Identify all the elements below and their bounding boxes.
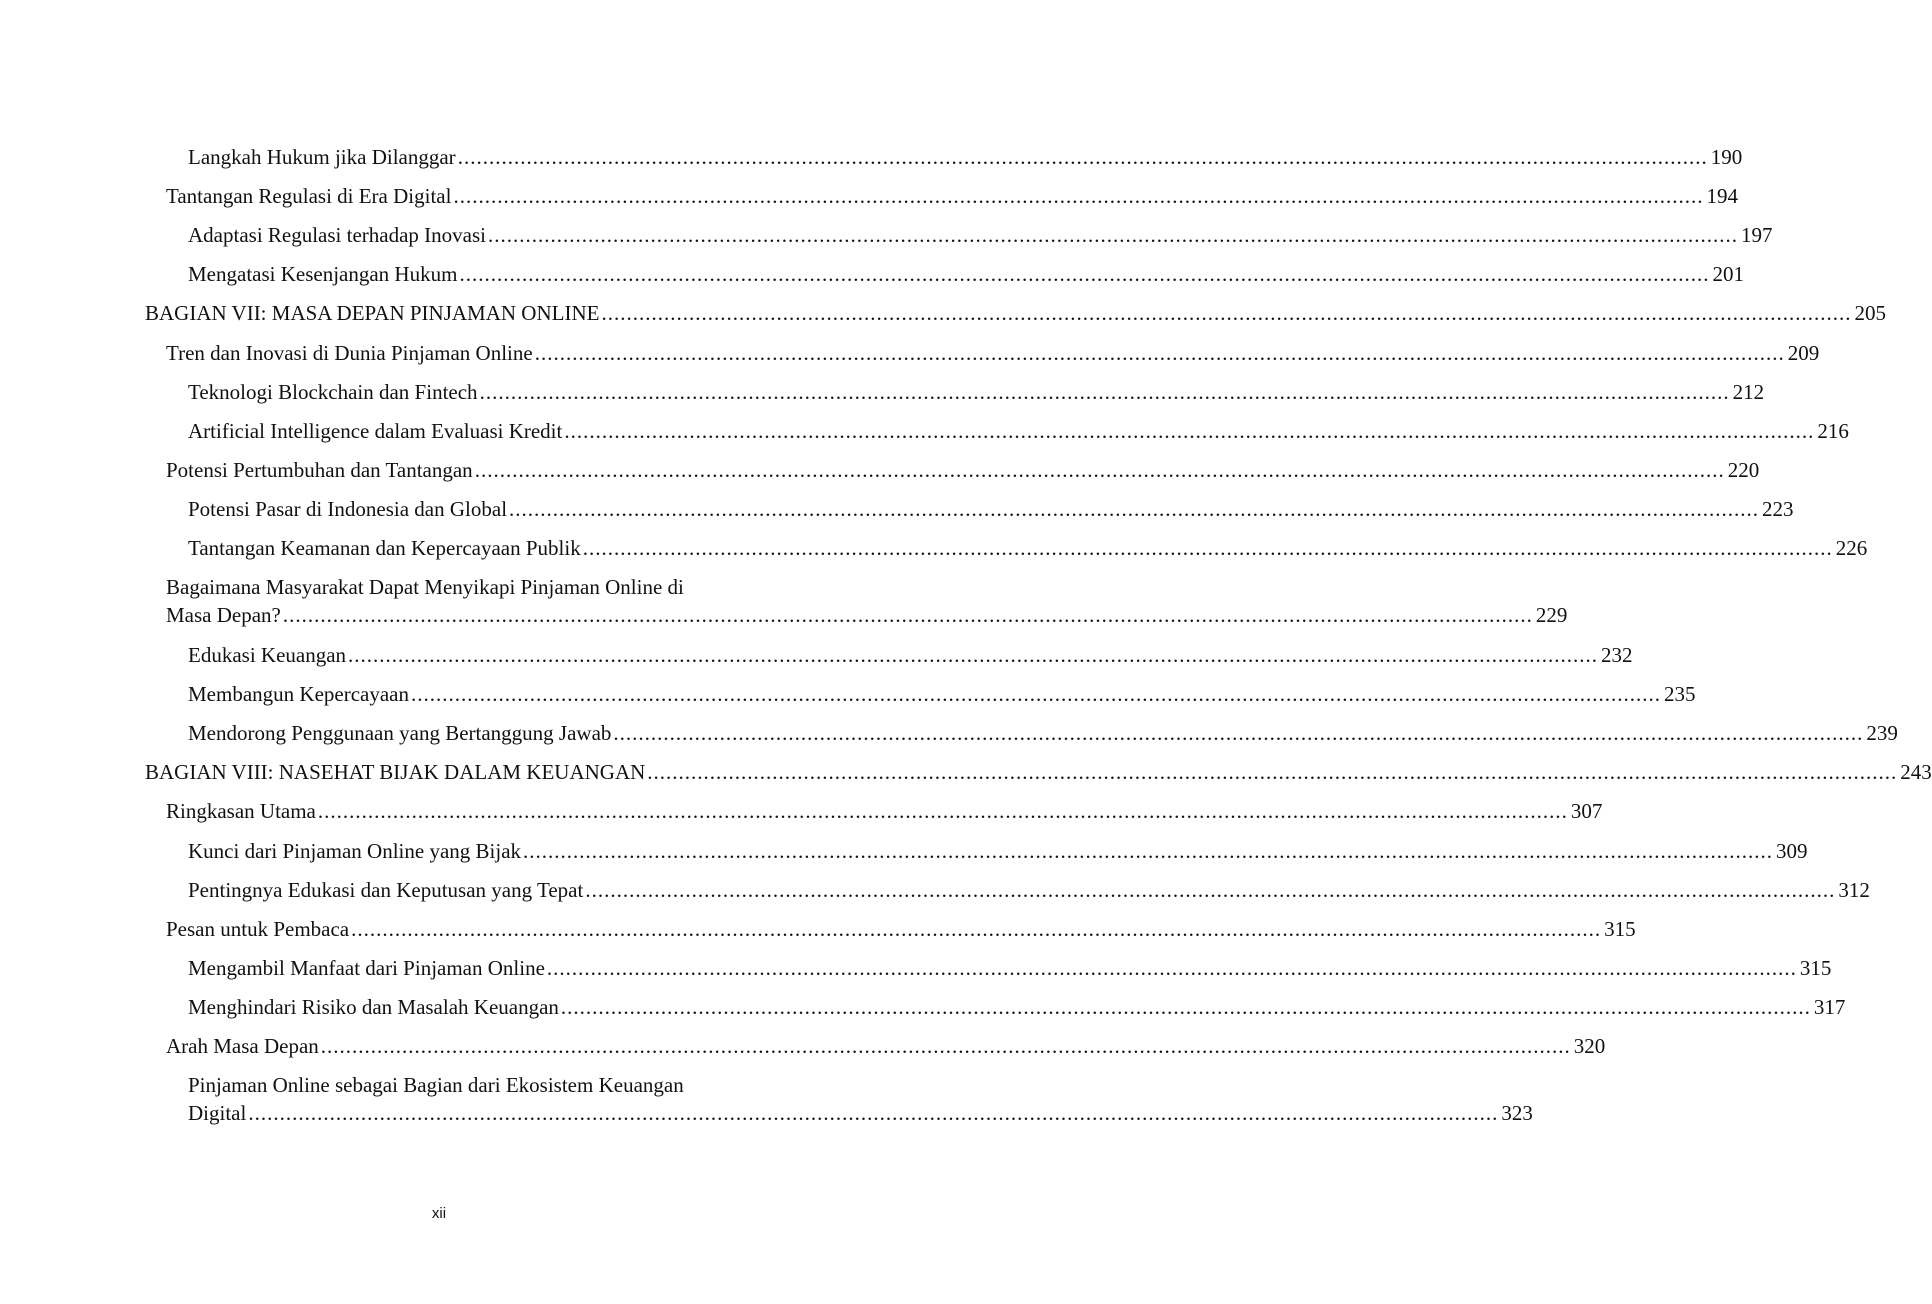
toc-entry-page: 197	[1741, 223, 1773, 247]
toc-entry-page: 226	[1835, 536, 1868, 560]
toc-entry-title: Mengambil Manfaat dari Pinjaman Online	[188, 956, 545, 980]
toc-entry	[188, 641, 1633, 669]
toc-entry	[166, 573, 1568, 629]
toc-entry	[188, 954, 1832, 982]
toc-entry	[188, 876, 1870, 904]
toc-entry	[166, 456, 1760, 484]
toc-entry-page: 315	[1799, 956, 1832, 980]
toc-entry-title: Pentingnya Edukasi dan Keputusan yang Tepat	[188, 878, 584, 902]
toc-entry-page: 229	[1535, 603, 1568, 627]
toc-entry-page: 212	[1732, 380, 1765, 404]
toc-entry	[188, 221, 1773, 249]
dot-leader: ........................................................................................................................................................................................................	[351, 917, 1602, 941]
toc-entry-page: 201	[1712, 262, 1744, 286]
toc-entry	[166, 1032, 1606, 1060]
toc-entry-page: 223	[1762, 497, 1794, 521]
toc-entry-page: 220	[1727, 458, 1760, 482]
dot-leader: ........................................................................................................................................................................................................	[248, 1101, 1499, 1125]
toc-entry	[188, 495, 1794, 523]
dot-leader: ........................................................................................................................................................................................................	[585, 878, 1836, 902]
toc-entry-title: Potensi Pertumbuhan dan Tantangan	[166, 458, 473, 482]
toc-entry-title: Kunci dari Pinjaman Online yang Bijak	[188, 839, 522, 863]
toc-entry-title: Artificial Intelligence dalam Evaluasi Kredit	[188, 419, 563, 443]
toc-entry	[188, 837, 1808, 865]
dot-leader: ........................................................................................................................................................................................................	[613, 721, 1864, 745]
dot-leader: ........................................................................................................................................................................................................	[348, 643, 1599, 667]
toc-entry-title: BAGIAN VII: MASA DEPAN PINJAMAN ONLINE	[145, 301, 600, 325]
toc-entry	[188, 534, 1868, 562]
toc-entry-page: 309	[1776, 839, 1808, 863]
dot-leader: ........................................................................................................................................................................................................	[509, 497, 1760, 521]
toc-entry-title-line1: Pinjaman Online sebagai Bagian dari Ekosistem Keuangan	[188, 1073, 684, 1097]
dot-leader: ........................................................................................................................................................................................................	[582, 536, 1833, 560]
toc-entry-title: Adaptasi Regulasi terhadap Inovasi	[188, 223, 486, 247]
toc-entry-title: Membangun Kepercayaan	[188, 682, 409, 706]
toc-entry-title: Masa Depan?	[166, 603, 281, 627]
dot-leader: ........................................................................................................................................................................................................	[317, 799, 1568, 823]
toc-entry-title: Pesan untuk Pembaca	[166, 917, 350, 941]
dot-leader: ........................................................................................................................................................................................................	[523, 839, 1774, 863]
toc-entry-page: 317	[1813, 995, 1846, 1019]
toc-entry-title: Langkah Hukum jika Dilanggar	[188, 145, 456, 169]
dot-leader: ........................................................................................................................................................................................................	[474, 458, 1725, 482]
toc-entry-page: 235	[1663, 682, 1696, 706]
dot-leader: ........................................................................................................................................................................................................	[479, 380, 1730, 404]
toc-entry	[188, 260, 1744, 288]
page-number: xii	[431, 1205, 447, 1222]
toc-entry	[188, 1071, 1533, 1127]
toc-entry-title: Mendorong Penggunaan yang Bertanggung Jawab	[188, 721, 612, 745]
toc-entry-title: Edukasi Keuangan	[188, 643, 347, 667]
dot-leader: ........................................................................................................................................................................................................	[546, 956, 1797, 980]
toc-entry-page: 320	[1573, 1034, 1606, 1058]
dot-leader: ........................................................................................................................................................................................................	[453, 184, 1704, 208]
toc-entry	[188, 143, 1743, 171]
toc-entry-page: 307	[1570, 799, 1603, 823]
toc-entry-title: Tren dan Inovasi di Dunia Pinjaman Online	[166, 341, 533, 365]
toc-entry-title: Digital	[188, 1101, 247, 1125]
toc-entry-title: Ringkasan Utama	[166, 799, 316, 823]
toc-entry-page: 323	[1501, 1101, 1533, 1125]
toc-entry-title: Tantangan Regulasi di Era Digital	[166, 184, 452, 208]
toc-entry	[166, 797, 1603, 825]
toc-entry-title: Tantangan Keamanan dan Kepercayaan Publik	[188, 536, 581, 560]
dot-leader: ........................................................................................................................................................................................................	[647, 760, 1898, 784]
toc-entry-page: 205	[1854, 301, 1886, 325]
toc-entry-page: 315	[1604, 917, 1636, 941]
dot-leader: ........................................................................................................................................................................................................	[564, 419, 1815, 443]
toc-entry-title: Mengatasi Kesenjangan Hukum	[188, 262, 458, 286]
toc-entry-page: 312	[1838, 878, 1870, 902]
toc-entry-title: Teknologi Blockchain dan Fintech	[188, 380, 478, 404]
dot-leader: ........................................................................................................................................................................................................	[601, 301, 1852, 325]
toc-entry	[166, 182, 1738, 210]
toc-entry-page: 243	[1900, 760, 1932, 784]
toc-entry-title: Menghindari Risiko dan Masalah Keuangan	[188, 995, 559, 1019]
toc-entry-title-line1: Bagaimana Masyarakat Dapat Menyikapi Pinjaman Online di	[166, 575, 684, 599]
toc-part-heading	[145, 299, 1886, 327]
toc-entry-title: Potensi Pasar di Indonesia dan Global	[188, 497, 508, 521]
dot-leader: ........................................................................................................................................................................................................	[488, 223, 1738, 247]
toc-entry-page: 194	[1706, 184, 1738, 208]
toc-entry-page: 216	[1817, 419, 1849, 443]
dot-leader: ........................................................................................................................................................................................................	[282, 603, 1533, 627]
dot-leader: ........................................................................................................................................................................................................	[320, 1034, 1571, 1058]
toc-entry-page: 239	[1866, 721, 1898, 745]
dot-leader: ........................................................................................................................................................................................................	[457, 145, 1708, 169]
toc-entry-page: 209	[1787, 341, 1820, 365]
dot-leader: ........................................................................................................................................................................................................	[560, 995, 1811, 1019]
toc-entry	[188, 993, 1846, 1021]
toc-entry-title: Arah Masa Depan	[166, 1034, 319, 1058]
toc-entry	[188, 680, 1696, 708]
toc-part-heading	[145, 758, 1932, 786]
toc-entry	[188, 417, 1849, 445]
toc-entry-page: 190	[1710, 145, 1743, 169]
toc-entry	[166, 915, 1636, 943]
dot-leader: ........................................................................................................................................................................................................	[410, 682, 1661, 706]
toc-entry	[188, 378, 1765, 406]
dot-leader: ........................................................................................................................................................................................................	[534, 341, 1785, 365]
toc-entry	[166, 339, 1820, 367]
toc-entry-page: 232	[1601, 643, 1633, 667]
dot-leader: ........................................................................................................................................................................................................	[459, 262, 1710, 286]
toc-entry	[188, 719, 1898, 747]
toc-entry-title: BAGIAN VIII: NASEHAT BIJAK DALAM KEUANGAN	[145, 760, 646, 784]
